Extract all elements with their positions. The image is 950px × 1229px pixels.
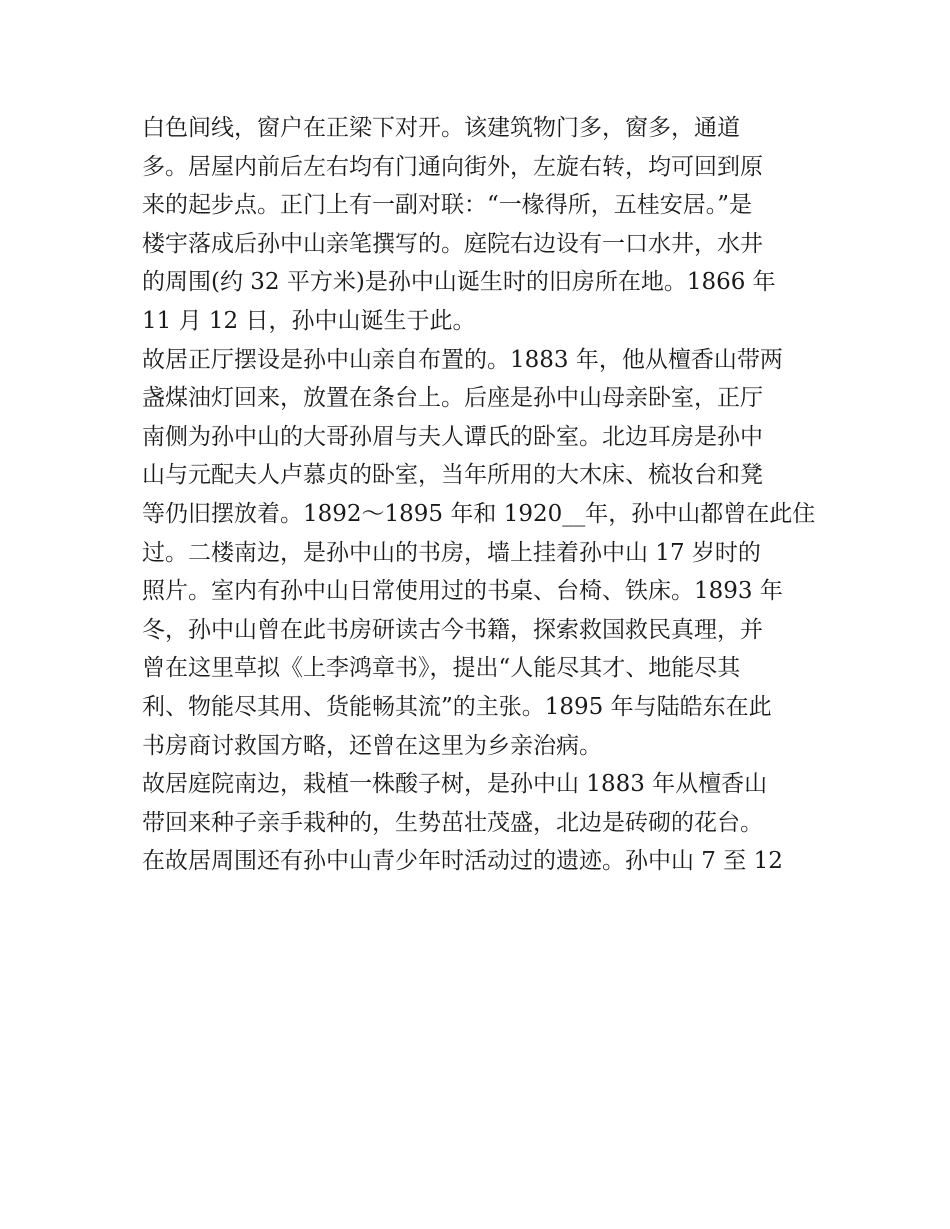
text-line: 照片。室内有孙中山日常使用过的书桌、台椅、铁床。1893 年 bbox=[142, 578, 783, 605]
text-line: 的周围(约 32 平方米)是孙中山诞生时的旧房所在地。1866 年 bbox=[142, 269, 776, 296]
text-line: 盏煤油灯回来，放置在条台上。后座是孙中山母亲卧室，正厅 bbox=[142, 385, 763, 412]
text-line: 白色间线，窗户在正梁下对开。该建筑物门多，窗多，通道 bbox=[142, 115, 740, 141]
text-line: 山与元配夫人卢慕贞的卧室，当年所用的大木床、梳妆台和凳 bbox=[142, 462, 763, 489]
text-line: 故居庭院南边，栽植一株酸子树，是孙中山 1883 年从檀香山 bbox=[142, 771, 768, 798]
text-line: 带回来种子亲手栽种的，生势茁壮茂盛，北边是砖砌的花台。 bbox=[142, 809, 763, 836]
text-line: 楼宇落成后孙中山亲笔撰写的。庭院右边设有一口水井，水井 bbox=[142, 230, 763, 257]
text-line: 故居正厅摆设是孙中山亲自布置的。1883 年，他从檀香山带两 bbox=[142, 346, 783, 373]
text-line: 过。二楼南边，是孙中山的书房，墙上挂着孙中山 17 岁时的 bbox=[142, 539, 761, 566]
text-line: 南侧为孙中山的大哥孙眉与夫人谭氏的卧室。北边耳房是孙中 bbox=[142, 423, 763, 450]
text-line: 书房商讨救国方略，还曾在这里为乡亲治病。 bbox=[142, 732, 602, 759]
text-line: 11 月 12 日，孙中山诞生于此。 bbox=[142, 307, 476, 334]
text-line: 等仍旧摆放着。1892～1895 年和 1920__年，孙中山都曾在此住 bbox=[142, 500, 816, 527]
text-line: 利、物能尽其用、货能畅其流”的主张。1895 年与陆皓东在此 bbox=[142, 693, 772, 720]
text-line: 来的起步点。正门上有一副对联：“一椽得所，五桂安居。”是 bbox=[142, 192, 753, 219]
text-line: 冬，孙中山曾在此书房研读古今书籍，探索救国救民真理，并 bbox=[142, 616, 763, 643]
text-line: 多。居屋内前后左右均有门通向街外，左旋右转，均可回到原 bbox=[142, 153, 763, 180]
body-text bbox=[142, 109, 832, 881]
text-line: 曾在这里草拟《上李鸿章书》，提出“人能尽其才、地能尽其 bbox=[142, 655, 741, 682]
text-line: 在故居周围还有孙中山青少年时活动过的遗迹。孙中山 7 至 12 bbox=[142, 848, 783, 875]
